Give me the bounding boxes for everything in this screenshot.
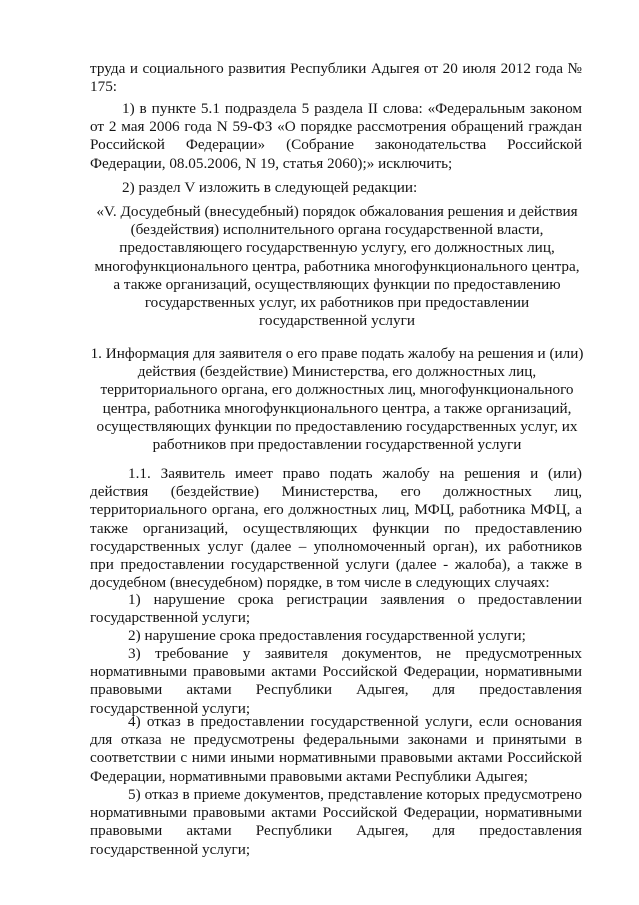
case-item-4: 4) отказ в предоставлении государственной услуги, если основания для отказа не предусмотрены федеральными законами и принятыми в соответствии с ними иными нормативными правовыми актами Российской Федерации, нормативными правовыми актами Республики Адыгея; [90,713,582,785]
paragraph-intro-continuation: труда и социального развития Республики Адыгея от 20 июля 2012 года № 175: [90,60,582,96]
paragraph-1-1: 1.1. Заявитель имеет право подать жалобу на решения и (или) действия (бездействие) Министерства, его должностных лиц, территориального органа, его должностных лиц, МФЦ, работника МФЦ, а также организаций, осуществляющих функции по предоставлению государственных услуг (далее – уполномоченный орган), их работников при предоставлении государственной услуги (далее - жалоба), а также в досудебном (внесудебном) порядке, в том числе в следующих случаях: [90,465,582,592]
paragraph-amendment-2: 2) раздел V изложить в следующей редакции: [122,179,418,196]
subsection-1-heading: 1. Информация для заявителя о его праве подать жалобу на решения и (или) действия (бездействие) Министерства, его должностных лиц, территориального органа, его должностных лиц, многофункционального центра, работника многофункционального центра, а также организаций, осуществляющих функции по предоставлению государственных услуг, их работников при предоставлении государственной услуги [90,345,584,454]
case-item-3: 3) требование у заявителя документов, не предусмотренных нормативными правовыми актами Российской Федерации, нормативными правовыми актами Республики Адыгея, для предоставления государственной услуги; [90,645,582,717]
case-item-1: 1) нарушение срока регистрации заявления о предоставлении государственной услуги; [90,591,582,627]
paragraph-amendment-1: 1) в пункте 5.1 подраздела 5 раздела II слова: «Федеральным законом от 2 мая 2006 года N 59-ФЗ «О порядке рассмотрения обращений граждан Российской Федерации» (Собрание законодательства Российской Федерации, 08.05.2006, N 19, статья 2060);» исключить; [90,100,582,172]
case-item-5: 5) отказ в приеме документов, представление которых предусмотрено нормативными правовыми актами Российской Федерации, нормативными правовыми актами Республики Адыгея, для предоставления государственной услуги; [90,786,582,858]
section-v-heading: «V. Досудебный (внесудебный) порядок обжалования решения и действия (бездействия) исполнительного органа государственной власти, предоставляющего государственную услугу, его должностных лиц, многофункционального центра, работника многофункционального центра, а также организаций, осуществляющих функции по предоставлению государственных услуг, их работников при предоставлении государственной услуги [94,203,580,330]
case-item-2: 2) нарушение срока предоставления государственной услуги; [128,627,526,644]
